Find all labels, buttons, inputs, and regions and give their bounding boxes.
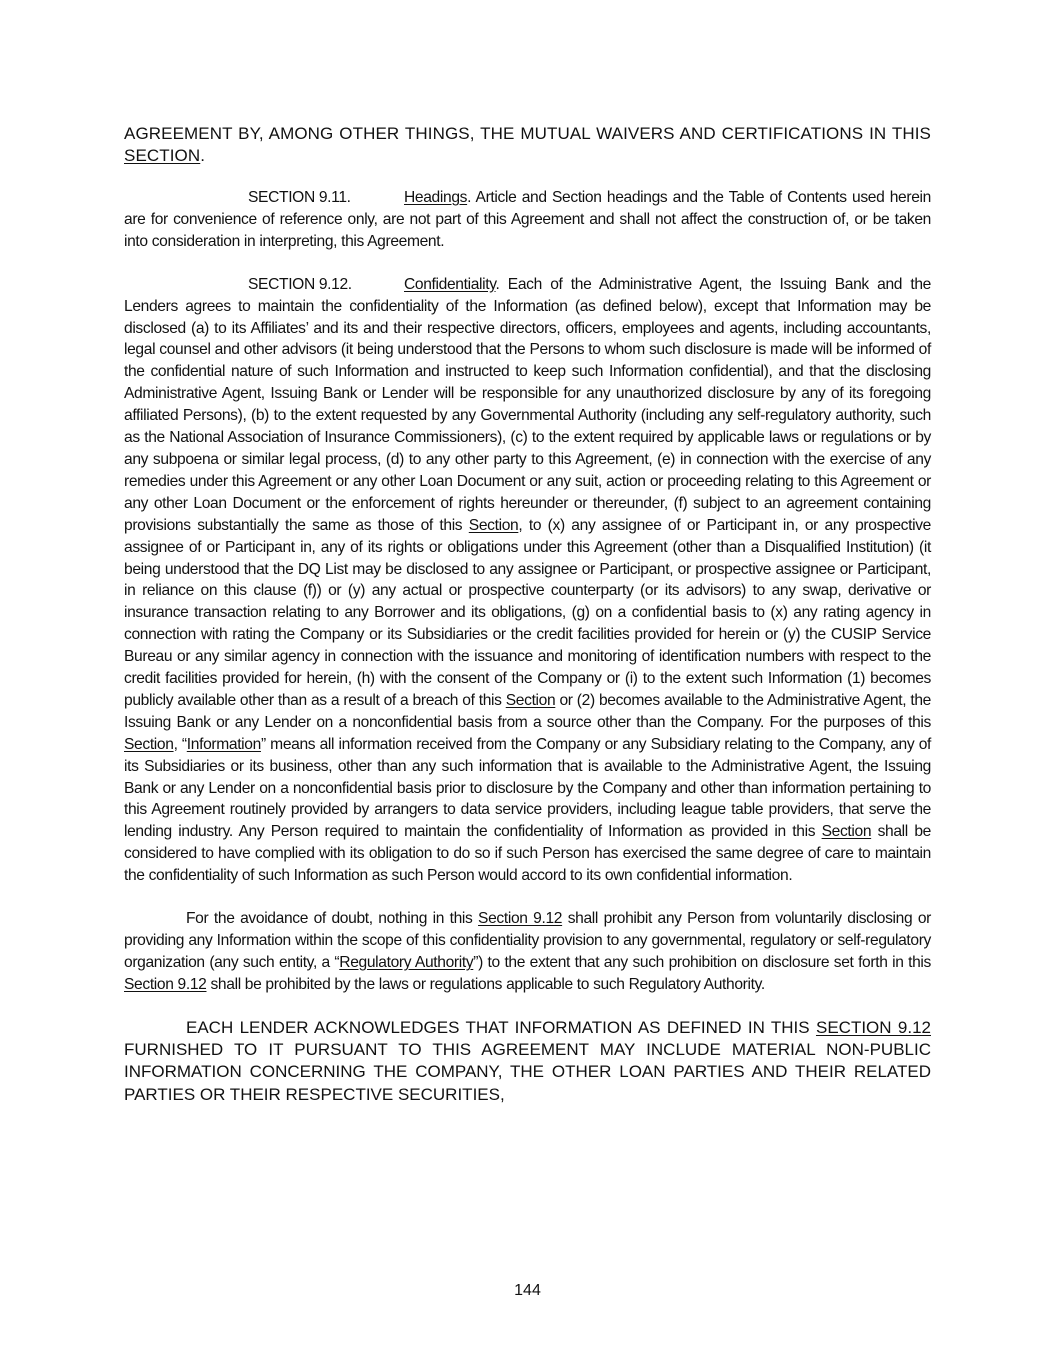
section-reference: Section (468, 516, 519, 534)
section-reference: SECTION 9.12 (815, 1017, 931, 1037)
section-reference: Section 9.12 (478, 910, 563, 928)
section-heading: Headings (404, 189, 468, 206)
avoidance-paragraph (124, 908, 931, 996)
section-9-11 (124, 187, 931, 253)
section-text: , “ (173, 735, 187, 753)
section-reference: Section (821, 823, 872, 841)
intro-text: AGREEMENT BY, AMONG OTHER THINGS, THE MUTUAL WAIVERS AND CERTIFICATIONS IN THIS (124, 124, 931, 143)
section-text: . Article and Section headings and the Table of Contents used herein are for convenience of reference only, are not part of this Agreement and shall not affect the construction of, or be taken into consideration in interpreting, this Agreement. (124, 189, 931, 250)
defined-term: Regulatory Authority (339, 953, 474, 971)
section-reference: Section 9.12 (124, 975, 207, 993)
paragraph-text: FURNISHED TO IT PURSUANT TO THIS AGREEMENT MAY INCLUDE MATERIAL NON-PUBLIC INFORMATION CONCERNING THE COMPANY, THE OTHER LOAN PARTIES AND THEIR RELATED PARTIES OR THEIR RESPECTIVE SECURITIES, (124, 1040, 931, 1104)
section-text: , to (x) any assignee of or Participant in, or any prospective assignee of or Participant in, any of its rights or obligations under this Agreement (other than a Disqualified Institution) (it being understood that the DQ List may be disclosed to any assignee or Participant, or prospective assignee or Participant, in reliance on this clause (f)) or (y) any actual or prospective counterparty (or its advisors) to any swap, derivative or insurance transaction relating to any Borrower and its obligations, (g) on a confidential basis to (x) any rating agency in connection with rating the Company or its Subsidiaries or the credit facilities provided for herein or (y) the CUSIP Service Bureau or any similar agency in connection with the issuance and monitoring of identification numbers with respect to the credit facilities provided for herein, (h) with the consent of the Company or (i) to the extent such Information (1) becomes publicly available other than as a result of a breach of this (124, 516, 931, 709)
section-number: SECTION 9.12. (248, 275, 352, 293)
page-number: 144 (514, 1282, 541, 1299)
section-reference: Section (505, 691, 556, 709)
paragraph-text: shall be prohibited by the laws or regulations applicable to such Regulatory Authority. (206, 975, 765, 993)
section-reference: Section (124, 735, 174, 753)
intro-end: . (200, 146, 206, 165)
defined-term: Information (186, 735, 261, 753)
paragraph-text: For the avoidance of doubt, nothing in this (186, 910, 479, 928)
section-reference: SECTION (124, 146, 201, 165)
intro-paragraph (124, 123, 931, 167)
section-9-12 (124, 274, 931, 887)
section-text: shall be considered to have complied with its obligation to do so if such Person has exercised the same degree of care to maintain the confidentiality of such Information as such Person would accord to its own confidential information. (124, 823, 931, 885)
section-heading: Confidentiality (404, 275, 496, 293)
paragraph-text: ”) to the extent that any such prohibition on disclosure set forth in this (473, 953, 931, 971)
paragraph-text: EACH LENDER ACKNOWLEDGES THAT INFORMATION AS DEFINED IN THIS (186, 1017, 816, 1037)
paragraph-text: shall prohibit any Person from voluntarily disclosing or providing any Information within the scope of this confidentiality provision to any governmental, regulatory or self-regulatory organization (any such entity, a “ (124, 910, 932, 971)
acknowledgement-paragraph (124, 1017, 931, 1106)
document-page (124, 123, 931, 1106)
section-text: . Each of the Administrative Agent, the Issuing Bank and the Lenders agrees to maintain the confidentiality of the Information (as defined below), except that Information may be disclosed (a) to its Affiliates’ and its and their respective directors, officers, employees and agents, including accountants, legal counsel and other advisors (it being understood that the Persons to whom such disclosure is made will be informed of the confidential nature of such Information and instructed to keep such Information confidential), and that the disclosing Administrative Agent, Issuing Bank or Lender will be responsible for any unauthorized disclosure by any of its foregoing affiliated Persons), (b) to the extent requested by any Governmental Authority (including any self-regulatory authority, such as the National Association of Insurance Commissioners), (c) to the extent required by applicable laws or regulations or by any subpoena or similar legal process, (d) to any other party to this Agreement, (e) in connection with the exercise of any remedies under this Agreement or any other Loan Document or any suit, action or proceeding relating to this Agreement or any other Loan Document or the enforcement of rights hereunder or thereunder, (f) subject to an agreement containing provisions substantially the same as those of this (124, 275, 931, 534)
section-text: or (2) becomes available to the Administrative Agent, the Issuing Bank or any Lender on a nonconfidential basis from a source other than the Company. For the purposes of this (124, 691, 931, 731)
section-number: SECTION 9.11. (248, 189, 351, 206)
section-text: ” means all information received from the Company or any Subsidiary relating to the Company, any of its Subsidiaries or its business, other than any such information that is available to the Administrative Agent, the Issuing Bank or any Lender on a nonconfidential basis prior to disclosure by the Company and other than information pertaining to this Agreement routinely provided by arrangers to data service providers, including league table providers, that serve the lending industry. Any Person required to maintain the confidentiality of Information as provided in this (124, 735, 932, 841)
